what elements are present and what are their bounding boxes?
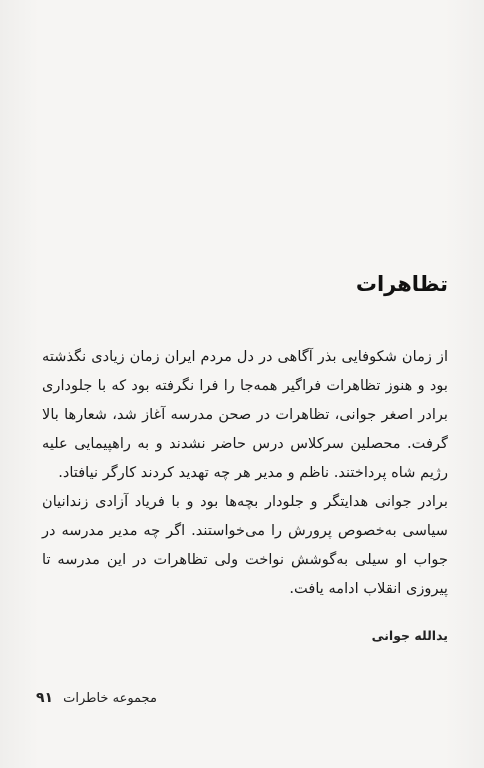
book-title: مجموعه خاطرات	[63, 691, 157, 706]
paragraph: از زمان شکوفایی بذر آگاهی در دل مردم ایران زمان زیادی نگذشته بود و هنوز تظاهرات فراگیر همه‌جا را فرا نگرفته بود که با جلوداری برادر اصغر جوانی، تظاهرات در صحن مدرسه آغاز شد، شعارها بالا گرفت. محصلین سرکلاس درس حاضر نشدند و به راهپیمایی علیه رژیم شاه پرداختند. ناظم و مدیر هر چه تهدید کردند کارگر نیافتاد.	[42, 348, 448, 481]
page-footer	[36, 690, 157, 706]
author-name: یدالله جوانی	[371, 628, 448, 643]
page-title: تظاهرات	[355, 272, 448, 296]
article-body	[42, 342, 448, 603]
paragraph: برادر جوانی هدایتگر و جلودار بچه‌ها بود و با فریاد آزادی زندانیان سیاسی به‌خصوص پرورش را می‌خواستند. اگر چه مدیر مدرسه در جواب او سیلی به‌گوشش نواخت ولی تظاهرات در این مدرسه تا پیروزی انقلاب ادامه یافت.	[42, 493, 448, 597]
show-through-text	[50, 150, 450, 366]
page-number: ۹۱	[36, 690, 54, 706]
